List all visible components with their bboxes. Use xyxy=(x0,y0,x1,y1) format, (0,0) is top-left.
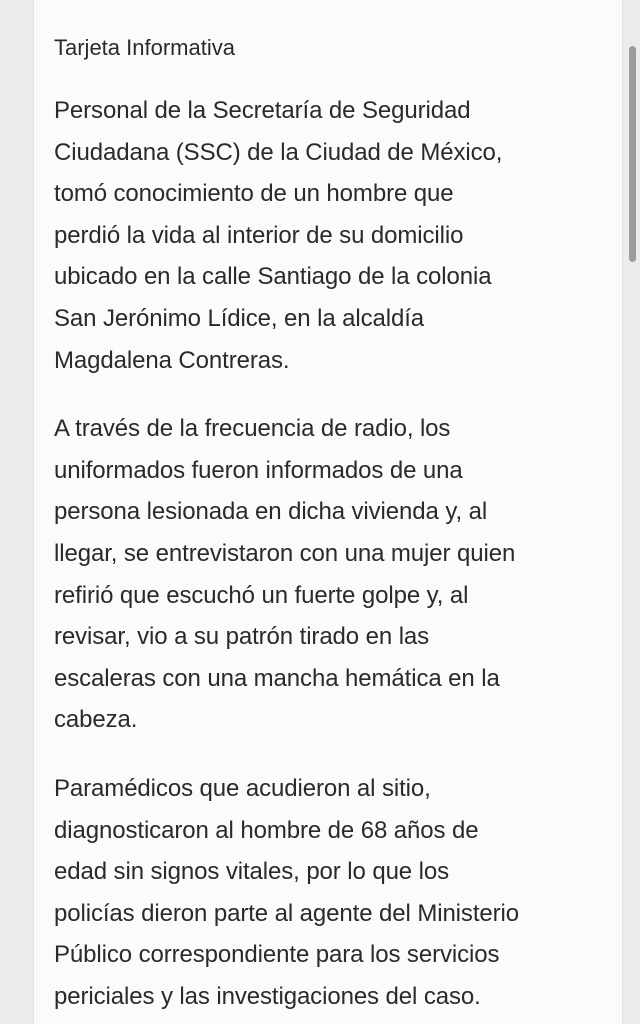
vertical-scrollbar[interactable] xyxy=(628,0,636,1024)
scrollbar-thumb[interactable] xyxy=(629,46,636,262)
article-card xyxy=(34,0,622,1024)
article-paragraph-3: Paramédicos que acudieron al sitio, diagnosticaron al hombre de 68 años de edad sin signos vitales, por lo que los policías dieron parte al agente del Ministerio Público correspondiente para los servicios periciales y las investigaciones del caso. xyxy=(54,774,520,1010)
article-title: Tarjeta Informativa xyxy=(54,35,235,60)
article-paragraph-1: Personal de la Secretaría de Seguridad Ciudadana (SSC) de la Ciudad de México, tomó conocimiento de un hombre que perdió la vida al interior de su domicilio ubicado en la calle Santiago de la colonia San Jerónimo Lídice, en la alcaldía Magdalena Contreras. xyxy=(54,97,503,374)
article-paragraph-2: A través de la frecuencia de radio, los uniformados fueron informados de una persona lesionada en dicha vivienda y, al llegar, se entrevistaron con una mujer quien refirió que escuchó un fuerte golpe y, al revisar, vio a su patrón tirado en las escaleras con una mancha hemática en la cabeza. xyxy=(54,415,516,734)
article-content xyxy=(54,28,598,1024)
